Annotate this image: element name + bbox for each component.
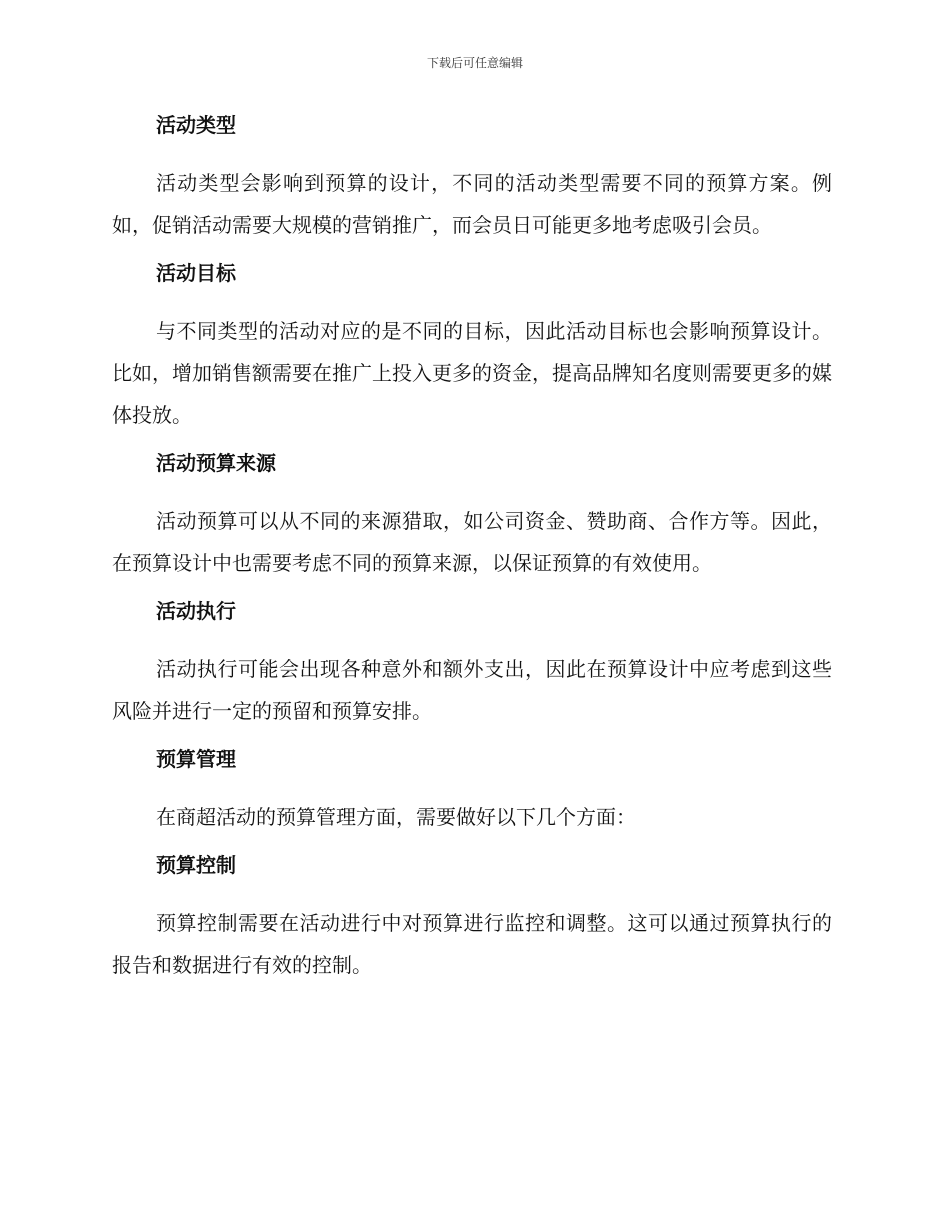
section-budget-source — [112, 446, 832, 584]
page-header: 下载后可任意编辑 — [426, 56, 523, 70]
section-paragraph: 在商超活动的预算管理方面，需要做好以下几个方面： — [156, 805, 636, 829]
section-heading: 活动目标 — [156, 261, 236, 285]
section-activity-goal — [112, 256, 832, 436]
section-activity-execution — [112, 594, 832, 732]
section-heading: 预算管理 — [156, 747, 236, 771]
section-heading: 预算控制 — [156, 853, 236, 877]
section-paragraph: 与不同类型的活动对应的是不同的目标，因此活动目标也会影响预算设计。比如，增加销售额需要在推广上投入更多的资金，提高品牌知名度则需要更多的媒体投放。 — [112, 319, 832, 427]
section-heading: 活动执行 — [156, 599, 236, 623]
section-paragraph: 活动执行可能会出现各种意外和额外支出，因此在预算设计中应考虑到这些风险并进行一定的预留和预算安排。 — [112, 657, 832, 723]
section-activity-type — [112, 108, 832, 246]
section-budget-management — [112, 742, 832, 838]
section-paragraph: 活动类型会影响到预算的设计，不同的活动类型需要不同的预算方案。例如，促销活动需要大规模的营销推广，而会员日可能更多地考虑吸引会员。 — [112, 171, 832, 237]
section-paragraph: 预算控制需要在活动进行中对预算进行监控和调整。这可以通过预算执行的报告和数据进行有效的控制。 — [112, 911, 832, 977]
section-paragraph: 活动预算可以从不同的来源猎取，如公司资金、赞助商、合作方等。因此，在预算设计中也需要考虑不同的预算来源，以保证预算的有效使用。 — [112, 509, 832, 575]
section-heading: 活动预算来源 — [156, 451, 276, 475]
section-budget-control — [112, 848, 832, 986]
document-body — [112, 108, 832, 996]
section-heading: 活动类型 — [156, 113, 236, 137]
